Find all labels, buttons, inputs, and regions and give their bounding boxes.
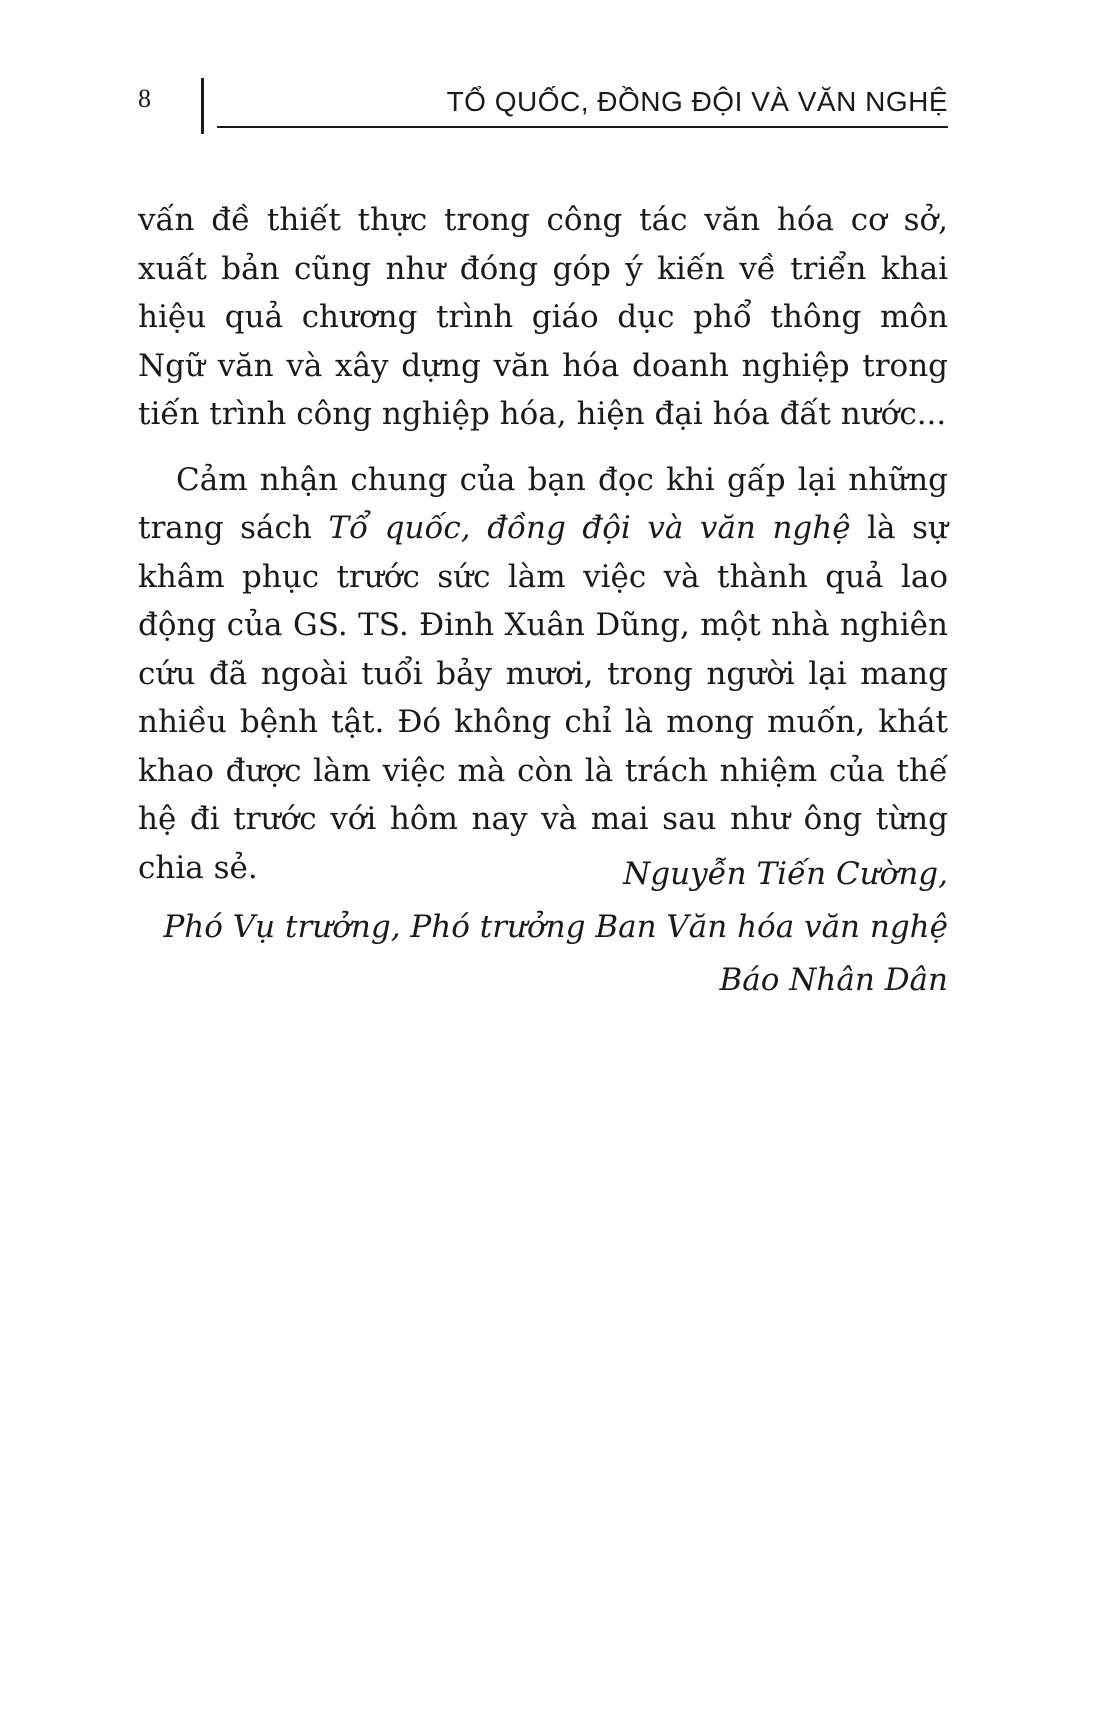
- paragraph-2: [138, 456, 948, 893]
- paragraph-1: vấn đề thiết thực trong công tác văn hóa cơ sở, xuất bản cũng như đóng góp ý kiến về triển khai hiệu quả chương trình giáo dục phổ thông môn Ngữ văn và xây dựng văn hóa doanh nghiệp trong tiến trình công nghiệp hóa, hiện đại hóa đất nước...: [138, 202, 948, 432]
- paragraph-2-after: là sự khâm phục trước sức làm việc và thành quả lao động của GS. TS. Đinh Xuân Dũng, một nhà nghiên cứu đã ngoài tuổi bảy mươi, trong người lại mang nhiều bệnh tật. Đó không chỉ là mong muốn, khát khao được làm việc mà còn là trách nhiệm của thế hệ đi trước với hôm nay và mai sau như ông từng chia sẻ.: [138, 510, 948, 886]
- signature-organization: Báo Nhân Dân: [719, 962, 948, 998]
- header-vertical-bar: [201, 78, 204, 134]
- signature-block: [163, 848, 948, 1007]
- header-rule: [217, 126, 948, 128]
- paragraph-2-before: Cảm nhận chung của bạn đọc khi gấp lại những trang sách: [138, 461, 948, 546]
- body-text: [138, 196, 948, 892]
- book-title: Tổ quốc, đồng đội và văn nghệ: [328, 510, 851, 546]
- page-number: 8: [138, 84, 151, 113]
- signature-position: Phó Vụ trưởng, Phó trưởng Ban Văn hóa văn nghệ: [163, 909, 948, 945]
- signature-name: Nguyễn Tiến Cường,: [623, 856, 948, 892]
- running-title: TỔ QUỐC, ĐỒNG ĐỘI VÀ VĂN NGHỆ: [446, 86, 948, 117]
